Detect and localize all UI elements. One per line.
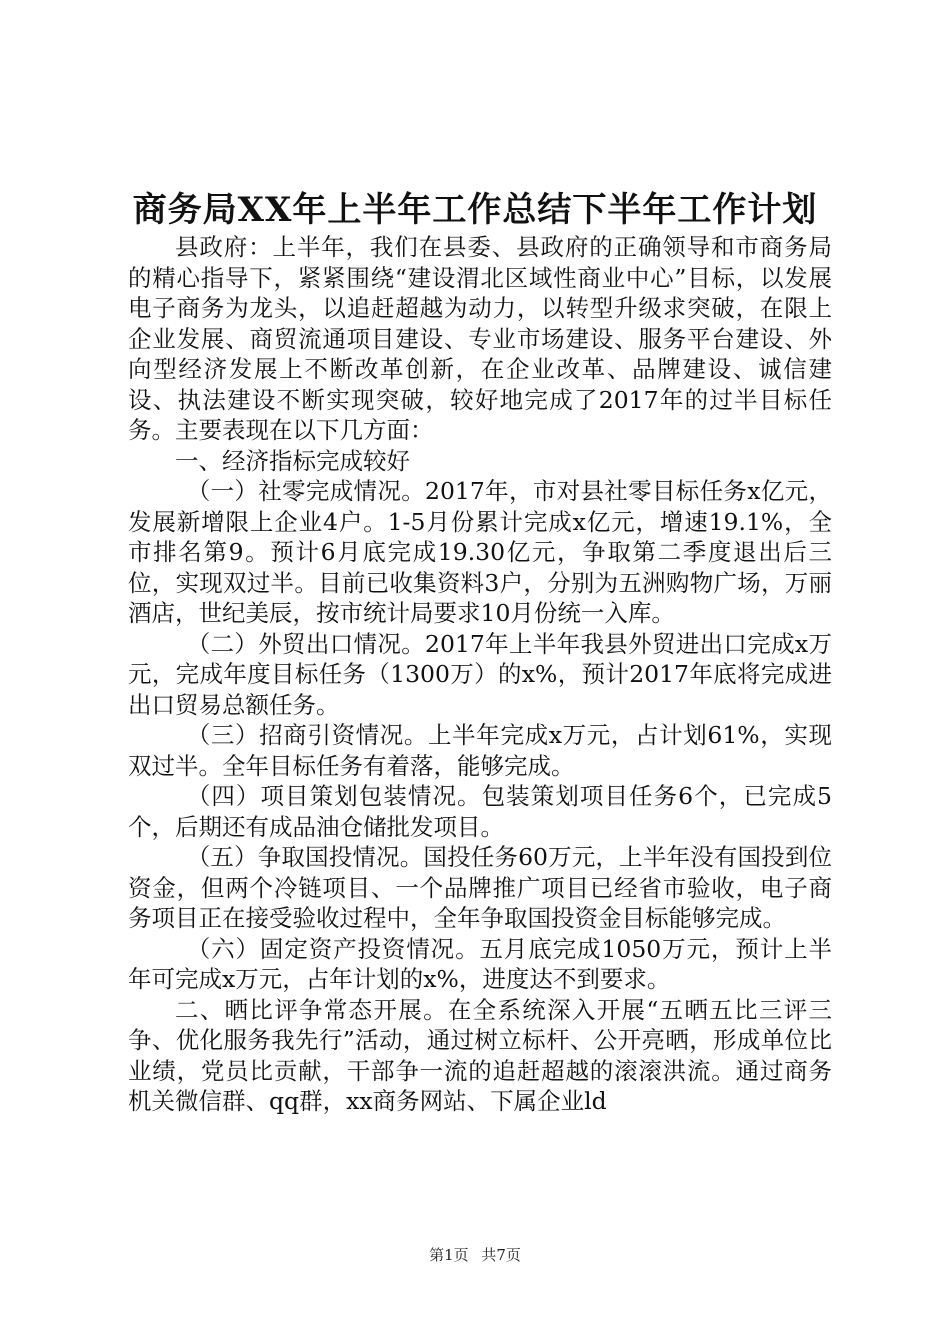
page-number-total: 共7页 bbox=[481, 1246, 521, 1264]
item-2-paragraph: （二）外贸出口情况。2017年上半年我县外贸进出口完成x万元，完成年度目标任务（1300万）的x%，预计2017年底将完成进出口贸易总额任务。 bbox=[128, 629, 832, 719]
intro-paragraph: 县政府：上半年，我们在县委、县政府的正确领导和市商务局的精心指导下，紧紧围绕“建设渭北区域性商业中心”目标，以发展电子商务为龙头，以追赶超越为动力，以转型升级求突破，在限上企业发展、商贸流通项目建设、专业市场建设、服务平台建设、外向型经济发展上不断改革创新，在企业改革、品牌建设、诚信建设、执法建设不断实现突破，较好地完成了2017年的过半目标任务。主要表现在以下几方面： bbox=[128, 233, 832, 444]
page-number-current: 第1页 bbox=[429, 1246, 469, 1264]
item-3-paragraph: （三）招商引资情况。上半年完成x万元，占计划61%，实现双过半。全年目标任务有着落，能够完成。 bbox=[128, 721, 832, 780]
section-2-paragraph: 二、晒比评争常态开展。在全系统深入开展“五晒五比三评三争、优化服务我先行”活动，通过树立标杆、公开亮晒，形成单位比业绩，党员比贡献，干部争一流的追赶超越的滚滚洪流。通过商务机关微信群、qq群，xx商务网站、下属企业ld bbox=[128, 995, 832, 1115]
item-5-paragraph: （五）争取国投情况。国投任务60万元，上半年没有国投到位资金，但两个冷链项目、一个品牌推广项目已经省市验收，电子商务项目正在接受验收过程中，全年争取国投资金目标能够完成。 bbox=[128, 843, 832, 932]
item-4-paragraph: （四）项目策划包装情况。包装策划项目任务6个，已完成5个，后期还有成品油仓储批发项目。 bbox=[128, 782, 832, 841]
document-title: 商务局XX年上半年工作总结下半年工作计划 bbox=[132, 190, 818, 230]
item-1-paragraph: （一）社零完成情况。2017年，市对县社零目标任务x亿元，发展新增限上企业4户。1-5月份累计完成x亿元，增速19.1%，全市排名第9。预计6月底完成19.30亿元，争取第二季度退出后三位，实现双过半。目前已收集资料3户，分别为五洲购物广场，万丽酒店，世纪美辰，按市统计局要求10月份统一入库。 bbox=[128, 477, 832, 627]
section-heading-1: 一、经济指标完成较好 bbox=[175, 446, 410, 475]
page-footer bbox=[0, 1245, 950, 1265]
document-body bbox=[128, 232, 832, 1117]
item-6-paragraph: （六）固定资产投资情况。五月底完成1050万元，预计上半年可完成x万元，占年计划的x%，进度达不到要求。 bbox=[128, 934, 832, 993]
